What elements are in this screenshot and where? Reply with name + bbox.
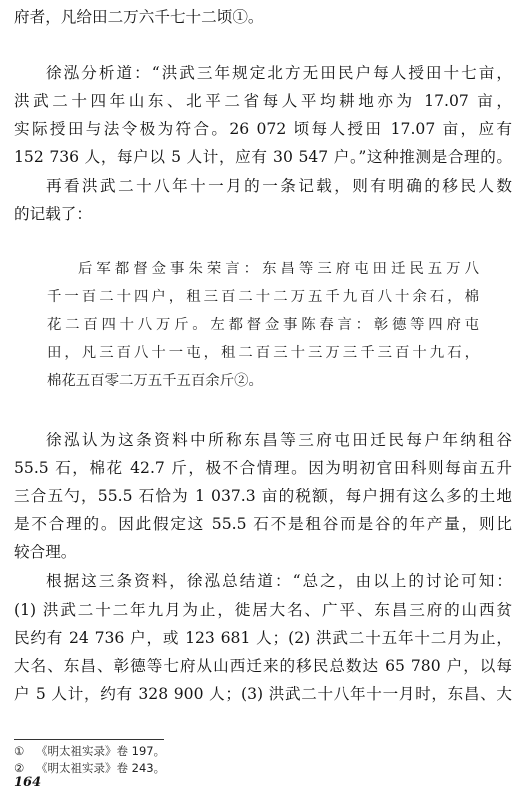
block-quote-line: 棉花五百零二万五千五百余斤②。 xyxy=(47,373,263,389)
footnote-text: 《明太祖实录》卷 243。 xyxy=(36,761,166,775)
body-text-line: 民约有 24 736 户，或 123 681 人；(2) 洪武二十五年十二月为止， xyxy=(14,629,512,647)
body-text-line: 根据这三条资料，徐泓总结道：“总之，由以上的讨论可知： xyxy=(46,572,512,590)
body-text-line: 三合五勺，55.5 石恰为 1 037.3 亩的税额，每户拥有这么多的土地 xyxy=(14,487,512,505)
footnote-marker: ① xyxy=(14,744,25,758)
body-text-line: 洪武二十四年山东、北平二省每人平均耕地亦为 17.07 亩， xyxy=(14,92,512,110)
body-text-line: 的记载了： xyxy=(14,205,92,223)
body-text-line: 大名、东昌、彰德等七府从山西迁来的移民总数达 65 780 户，以每 xyxy=(14,657,512,675)
body-text-line: 徐泓分析道：“洪武三年规定北方无田民户每人授田十七亩， xyxy=(46,64,512,82)
body-text-line: 较合理。 xyxy=(14,543,77,561)
block-quote-line: 后军都督佥事朱荣言：东昌等三府屯田迁民五万八 xyxy=(78,261,479,277)
page-number: 164 xyxy=(14,775,42,790)
body-text-line: 55.5 石，棉花 42.7 斤，极不合情理。因为明初官田科则每亩五升 xyxy=(14,459,512,477)
footnote-2 xyxy=(14,760,165,776)
footnote-divider xyxy=(14,739,164,740)
body-text-line: 是不合理的。因此假定这 55.5 石不是租谷而是谷的年产量，则比 xyxy=(14,515,512,533)
footnote-text: 《明太祖实录》卷 197。 xyxy=(36,744,166,758)
footnote-1 xyxy=(14,743,165,759)
body-text-line: 实际授田与法令极为符合。26 072 顷每人授田 17.07 亩，应有 xyxy=(14,120,512,138)
body-text-line: 府者，凡给田二万六千七十二顷①。 xyxy=(14,8,264,26)
body-text-line: (1) 洪武二十二年九月为止，徙居大名、广平、东昌三府的山西贫 xyxy=(14,601,512,619)
block-quote-line: 田，凡三百八十一屯，租二百三十三万三千三百十九石， xyxy=(47,345,479,361)
body-text-line: 徐泓认为这条资料中所称东昌等三府屯田迁民每户年纳租谷 xyxy=(46,431,512,449)
footnote-marker: ② xyxy=(14,761,25,775)
block-quote-line: 花二百四十八万斤。左都督佥事陈春言：彰德等四府屯 xyxy=(47,317,479,333)
body-text-line: 户 5 人计，约有 328 900 人；(3) 洪武二十八年十一月时，东昌、大 xyxy=(14,685,512,703)
body-text-line: 152 736 人，每户以 5 人计，应有 30 547 户。”这种推测是合理的。 xyxy=(14,148,512,166)
body-text-line: 再看洪武二十八年十一月的一条记载，则有明确的移民人数 xyxy=(46,177,512,195)
block-quote-line: 千一百二十四户，租三百二十二万五千九百八十余石，棉 xyxy=(47,289,479,305)
